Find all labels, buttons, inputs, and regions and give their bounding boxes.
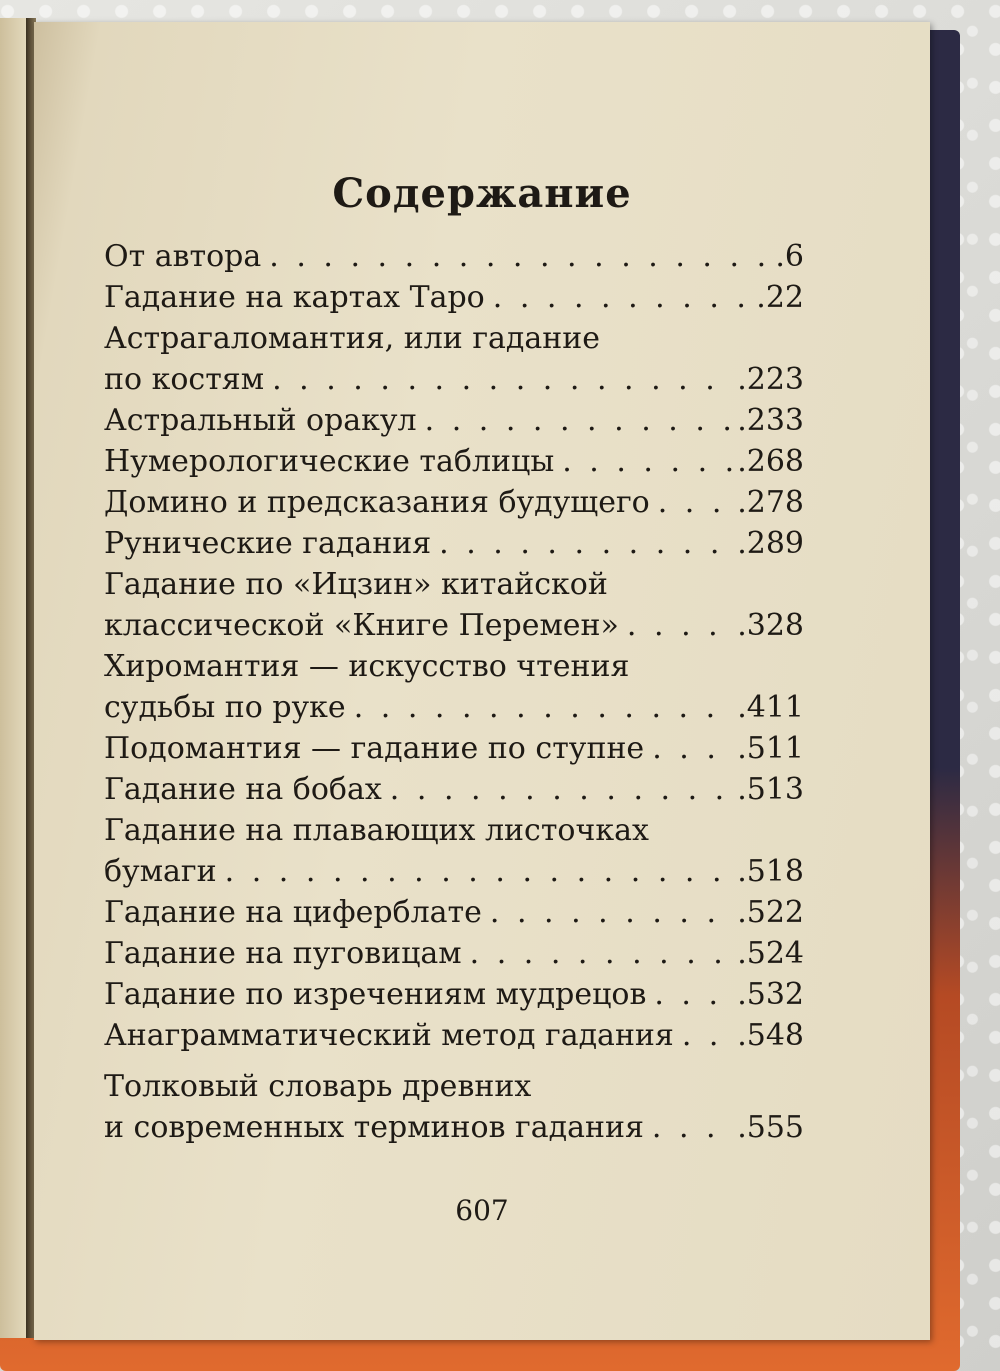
dot-leader: [354, 687, 736, 728]
toc-entry-title: Хиромантия — искусство чтения: [104, 649, 630, 684]
toc-page-number: .278: [737, 485, 804, 520]
toc-page-number: .522: [737, 895, 804, 930]
toc-entry: [104, 646, 804, 728]
toc-entry-title-continued: классической «Книге Перемен»: [104, 608, 619, 643]
toc-entry-title: Подомантия — гадание по ступне: [104, 731, 645, 766]
toc-entry-title-continued: по костям: [104, 362, 265, 397]
toc-entry: [104, 1066, 804, 1148]
toc-entry-row: [104, 728, 804, 769]
toc-page-number: .548: [737, 1018, 804, 1053]
toc-entry: [104, 974, 804, 1015]
toc-entry-title-continued: судьбы по руке: [104, 690, 346, 725]
toc-entry-title-continued: бумаги: [104, 854, 217, 889]
toc-entry-row: [104, 687, 804, 728]
page-title: Содержание: [332, 170, 632, 217]
toc-entry-row: [104, 277, 804, 318]
dot-leader: [654, 974, 735, 1015]
toc-entry-title: Домино и предсказания будущего: [104, 485, 650, 520]
toc-entry-title: Астральный оракул: [104, 403, 417, 438]
toc-entry: [104, 728, 804, 769]
toc-entry: [104, 482, 804, 523]
toc-page-number: .532: [737, 977, 804, 1012]
dot-leader: [490, 892, 735, 933]
toc-entry-row: [104, 482, 804, 523]
toc-entry-title: Гадание по изречениям мудрецов: [104, 977, 647, 1012]
dot-leader: [652, 1107, 735, 1148]
toc-page-number: .411: [737, 690, 804, 725]
toc-page-number: .513: [737, 772, 804, 807]
toc-entry-title: Рунические гадания: [104, 526, 432, 561]
dot-leader: [225, 851, 736, 892]
toc-entry-row: [104, 933, 804, 974]
toc-entry: [104, 1015, 804, 1056]
toc-entry-title: Гадание по «Ицзин» китайской: [104, 567, 608, 602]
toc-entry-title: Гадание на плавающих листочках: [104, 813, 649, 848]
dot-leader: [493, 277, 755, 318]
dot-leader: [627, 605, 735, 646]
toc-entry-row: [104, 441, 804, 482]
toc-entry: [104, 769, 804, 810]
dot-leader: [272, 359, 735, 400]
toc-entry-title: Гадание на циферблате: [104, 895, 482, 930]
toc-entry: [104, 810, 804, 892]
toc-entry-title: Астрагаломантия, или гадание: [104, 321, 601, 356]
toc-entry-title: Гадание на пуговицам: [104, 936, 462, 971]
toc-page-number: .22: [756, 280, 804, 315]
toc-page-number: .524: [737, 936, 804, 971]
toc-entry-title: Толковый словарь древних: [104, 1069, 532, 1104]
toc-entry: [104, 564, 804, 646]
toc-page-number: .511: [737, 731, 804, 766]
toc-entry-title-continued: и современных терминов гадания: [104, 1110, 644, 1145]
toc-entry: [104, 236, 804, 277]
dot-leader: [439, 523, 735, 564]
toc-entry-title: Гадание на картах Таро: [104, 280, 485, 315]
toc-entry-title: Гадание на бобах: [104, 772, 382, 807]
toc-page-number: .233: [737, 403, 804, 438]
toc-entry: [104, 318, 804, 400]
toc-page-number: .289: [737, 526, 804, 561]
toc-entry-title: Нумерологические таблицы: [104, 444, 555, 479]
toc-page-number: .518: [737, 854, 804, 889]
toc-entry-row: [104, 892, 804, 933]
toc-entry: [104, 277, 804, 318]
page-number: 607: [455, 1194, 509, 1227]
table-of-contents: [104, 236, 804, 1148]
toc-page-number: .223: [737, 362, 804, 397]
dot-leader: [652, 728, 735, 769]
toc-entry: [104, 441, 804, 482]
dot-leader: [390, 769, 735, 810]
toc-page-number: .6: [775, 239, 804, 274]
toc-entry-row: [104, 523, 804, 564]
dot-leader: [658, 482, 735, 523]
dot-leader: [269, 236, 773, 277]
toc-entry-row: [104, 974, 804, 1015]
toc-entry-title: Анаграмматический метод гадания: [104, 1018, 674, 1053]
toc-entry-row: [104, 1107, 804, 1148]
toc-page-number: .268: [737, 444, 804, 479]
toc-entry: [104, 892, 804, 933]
book-page: [34, 22, 930, 1340]
dot-leader: [562, 441, 735, 482]
dot-leader: [470, 933, 736, 974]
toc-entry: [104, 523, 804, 564]
toc-entry-row: [104, 605, 804, 646]
toc-entry-row: [104, 769, 804, 810]
toc-entry-row: [104, 1015, 804, 1056]
toc-entry-row: [104, 236, 804, 277]
dot-leader: [425, 400, 736, 441]
toc-page-number: .328: [737, 608, 804, 643]
toc-entry-row: [104, 359, 804, 400]
toc-entry-row: [104, 851, 804, 892]
toc-entry-title: От автора: [104, 239, 262, 274]
toc-entry: [104, 400, 804, 441]
toc-entry-row: [104, 400, 804, 441]
dot-leader: [682, 1015, 735, 1056]
toc-page-number: .555: [737, 1110, 804, 1145]
toc-entry: [104, 933, 804, 974]
